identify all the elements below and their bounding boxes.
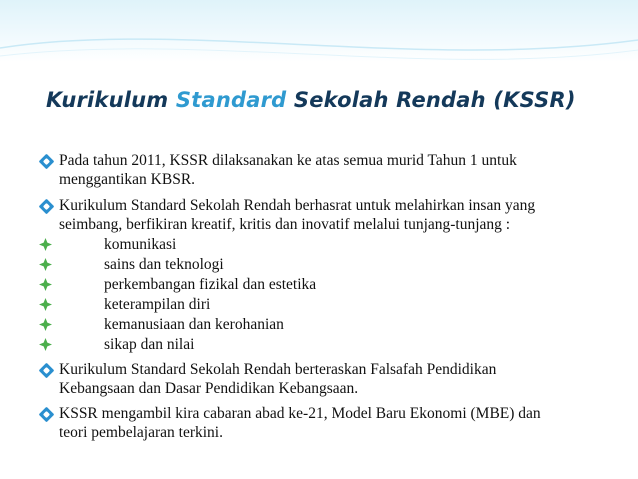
decorative-swoosh	[0, 0, 638, 80]
diamond-bullet-icon	[39, 258, 52, 271]
bullet-line: teori pembelajaran terkini.	[59, 424, 223, 441]
diamond-bullet-icon	[39, 298, 52, 311]
title-part-3: Sekolah Rendah (KSSR)	[286, 88, 576, 112]
sub-item-label: keterampilan diri	[104, 296, 211, 313]
bullet-line: Pada tahun 2011, KSSR dilaksanakan ke atas semua murid Tahun 1 untuk	[59, 152, 517, 169]
sub-item-label: sikap dan nilai	[104, 336, 195, 353]
sub-item-label: kemanusiaan dan kerohanian	[104, 316, 284, 333]
diamond-bullet-icon	[39, 338, 52, 351]
bullet-line: KSSR mengambil kira cabaran abad ke-21, Model Baru Ekonomi (MBE) dan	[59, 405, 541, 422]
bullet-line: Kebangsaan dan Dasar Pendidikan Kebangsaan.	[59, 380, 359, 397]
square-bullet-icon	[39, 363, 55, 379]
square-bullet-icon	[39, 154, 55, 170]
bullet-line: menggantikan KBSR.	[59, 171, 196, 188]
slide-title	[46, 88, 576, 112]
title-part-1: Kurikulum	[46, 88, 176, 112]
diamond-bullet-icon	[39, 318, 52, 331]
square-bullet-icon	[39, 199, 55, 215]
title-highlight: Standard	[175, 88, 287, 112]
square-bullet-icon	[39, 407, 55, 423]
bullet-line: Kurikulum Standard Sekolah Rendah berhasrat untuk melahirkan insan yang	[59, 197, 536, 214]
sub-item-label: sains dan teknologi	[104, 256, 224, 273]
bullet-line: Kurikulum Standard Sekolah Rendah berteraskan Falsafah Pendidikan	[59, 361, 497, 378]
diamond-bullet-icon	[39, 278, 52, 291]
sub-item-label: komunikasi	[104, 236, 177, 253]
sub-item-label: perkembangan fizikal dan estetika	[104, 276, 317, 293]
diamond-bullet-icon	[39, 238, 52, 251]
bullet-line: seimbang, berfikiran kreatif, kritis dan inovatif melalui tunjang-tunjang :	[59, 216, 511, 233]
